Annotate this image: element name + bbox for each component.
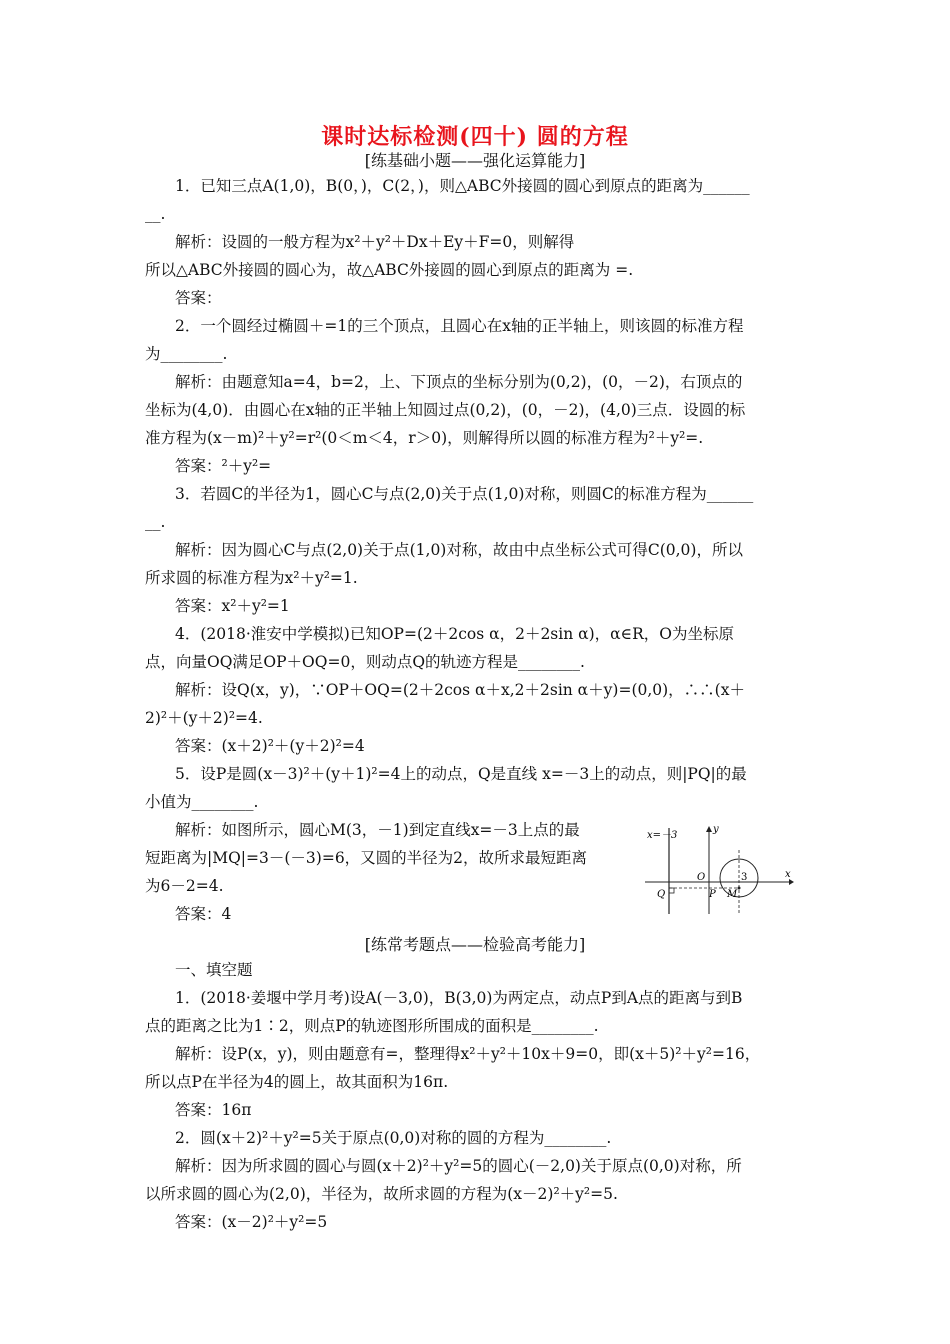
origin-label: O	[697, 872, 706, 883]
text-line: 2．圆(x＋2)²＋y²=5关于原点(0,0)对称的圆的方程为________.	[175, 1129, 612, 1147]
geometry-figure	[643, 822, 795, 918]
point-p-label: P	[709, 889, 716, 900]
text-line: 2．一个圆经过椭圆＋=1的三个顶点，且圆心在x轴的正半轴上，则该圆的标准方程	[175, 317, 744, 335]
text-line: 答案：16π	[175, 1101, 252, 1119]
text-line: 准方程为(x－m)²＋y²=r²(0＜m＜4，r＞0)，则解得所以圆的标准方程为²＋y²=.	[145, 429, 704, 447]
text-line: 答案：(x＋2)²＋(y＋2)²=4	[175, 737, 365, 755]
text-line: 以所求圆的圆心为(2,0)，半径为，故所求圆的方程为(x－2)²＋y²=5.	[145, 1185, 618, 1203]
text-line: 答案：(x－2)²＋y²=5	[175, 1213, 328, 1231]
text-line: __.	[145, 513, 166, 531]
x-axis-label: x	[785, 869, 791, 880]
point-q-label: Q	[657, 889, 666, 900]
point-m-label: M	[727, 889, 738, 900]
text-line: 解析：因为圆心C与点(2,0)关于点(1,0)对称，故由中点坐标公式可得C(0,0)，所以	[175, 541, 743, 559]
text-line: 短距离为|MQ|=3－(－3)=6，又圆的半径为2，故所求最短距离	[145, 849, 588, 867]
text-line: 小值为________.	[145, 793, 259, 811]
text-line: 坐标为(4,0)．由圆心在x轴的正半轴上知圆过点(0,2)，(0，－2)，(4,0)三点．设圆的标	[145, 401, 746, 419]
text-line: 答案：²＋y²=	[175, 457, 272, 475]
tick-three-label: 3	[741, 872, 748, 883]
text-line: 为________.	[145, 345, 228, 363]
text-line: 所求圆的标准方程为x²＋y²=1.	[145, 569, 358, 587]
section-heading-basic: [练基础小题——强化运算能力]	[364, 151, 586, 170]
text-line: 所以△ABC外接圆的圆心为，故△ABC外接圆的圆心到原点的距离为 =.	[145, 261, 634, 279]
text-line: 解析：由题意知a=4，b=2，上、下顶点的坐标分别为(0,2)，(0，－2)，右顶点的	[175, 373, 743, 391]
text-line: 解析：如图所示，圆心M(3，－1)到定直线x=－3上点的最	[175, 821, 580, 839]
text-line: 答案：x²＋y²=1	[175, 597, 290, 615]
text-line: 点，向量OQ满足OP＋OQ=0，则动点Q的轨迹方程是________.	[145, 653, 585, 671]
text-line: 答案：	[175, 289, 222, 307]
text-line: 答案：4	[175, 905, 232, 923]
text-line: 为6－2=4.	[145, 877, 224, 895]
text-line: 3．若圆C的半径为1，圆心C与点(2,0)关于点(1,0)对称，则圆C的标准方程为______	[175, 485, 754, 503]
text-line: 解析：设Q(x，y)，∵OP＋OQ=(2＋2cos α＋x,2＋2sin α＋y)=(0,0)，∴∴(x＋	[175, 681, 745, 699]
text-line: 1．(2018·姜堰中学月考)设A(－3,0)，B(3,0)为两定点，动点P到A点的距离与到B	[175, 989, 743, 1007]
text-line: 4．(2018·淮安中学模拟)已知OP=(2＋2cos α，2＋2sin α)，α∈R，O为坐标原	[175, 625, 734, 643]
text-line: 1．已知三点A(1,0)，B(0，)，C(2，)，则△ABC外接圆的圆心到原点的距离为______	[175, 177, 750, 195]
text-line: 解析：设P(x，y)，则由题意有=，整理得x²＋y²＋10x＋9=0，即(x＋5)²＋y²=16，	[175, 1045, 761, 1063]
text-line: 解析：设圆的一般方程为x²＋y²＋Dx＋Ey＋F=0，则解得	[175, 233, 575, 251]
section-heading-exam: [练常考题点——检验高考能力]	[364, 935, 586, 954]
text-line: 一、填空题	[175, 961, 253, 979]
text-line: 2)²＋(y＋2)²=4.	[145, 709, 263, 727]
y-axis-label: y	[713, 824, 719, 835]
text-line: 5．设P是圆(x－3)²＋(y＋1)²=4上的动点，Q是直线 x=－3上的动点，则|PQ|的最	[175, 765, 747, 783]
page-title: 课时达标检测(四十) 圆的方程	[321, 124, 629, 150]
text-line: __.	[145, 205, 166, 223]
text-line: 所以点P在半径为4的圆上，故其面积为16π.	[145, 1073, 449, 1091]
text-line: 点的距离之比为1∶2，则点P的轨迹图形所围成的面积是________.	[145, 1017, 599, 1035]
text-line: 解析：因为所求圆的圆心与圆(x＋2)²＋y²=5的圆心(－2,0)关于原点(0,0)对称，所	[175, 1157, 742, 1175]
line-label: x=－3	[647, 830, 678, 841]
